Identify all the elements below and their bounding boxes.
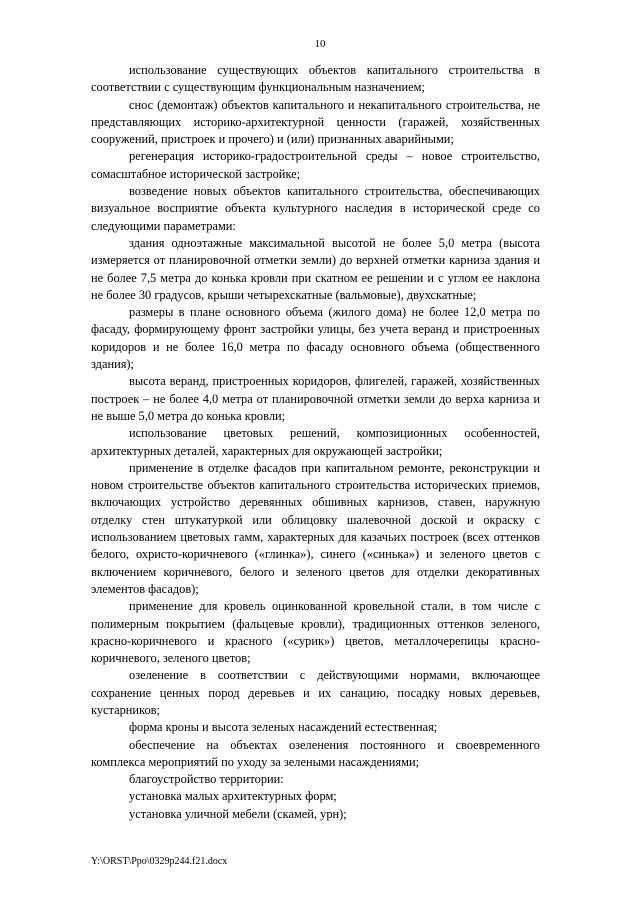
paragraph-small-forms: установка малых архитектурных форм; bbox=[129, 789, 337, 804]
paragraph-street-furniture: установка уличной мебели (скамей, урн); bbox=[129, 806, 347, 821]
paragraph-demolition: снос (демонтаж) объектов капитального и некапитального строительства, не представляющих историко-архитектурной ценности (гаражей, хозяйственных сооружений, пристроек и прочего) и (или) признанных аварийными; bbox=[91, 97, 540, 147]
paragraph-annex-height: высота веранд, пристроенных коридоров, флигелей, гаражей, хозяйственных построек – не более 4,0 метра от планировочной отметки земли до верха карниза и не выше 5,0 метра до конька кровли; bbox=[91, 374, 540, 423]
paragraph-crown-form: форма кроны и высота зеленых насаждений естественная; bbox=[129, 720, 438, 735]
paragraph-existing-use: использование существующих объектов капитального строительства в соответствии с существующим функциональным назначением; bbox=[91, 63, 540, 95]
paragraph-roofing: применение для кровель оцинкованной кровельной стали, в том числе с полимерным покрытием (фальцевые кровли), традиционных оттенков зеленого, красно-коричневого и красного («сурик») цветов, металлочерепицы красно-коричневого, зеленого цветов; bbox=[91, 599, 540, 666]
document-body bbox=[91, 62, 540, 823]
paragraph-plan-dimensions: размеры в плане основного объема (жилого дома) не более 12,0 метра по фасаду, формирующему фронт застройки улицы, без учета веранд и пристроенных коридоров и не более 16,0 метра по фасаду основного объема (общественного здания); bbox=[91, 305, 540, 372]
footer-file-path: Y:\ORST\Ppo\0329p244.f21.docx bbox=[91, 856, 228, 867]
paragraph-new-construction: возведение новых объектов капитального строительства, обеспечивающих визуальное восприятие объекта культурного наследия в исторической среде со следующими параметрами: bbox=[91, 184, 540, 233]
paragraph-facade-finishing: применение в отделке фасадов при капитальном ремонте, реконструкции и новом строительстве объектов капитального строительства исторических приемов, включающих устройство деревянных обшивных карнизов, ставен, наружную отделку стен штукатуркой или облицовку шалевочной доской и окраску с использованием цветовых гамм, характерных для казачьих построек (всех оттенков белого, охристо-коричневого («глинка»), синего («синька») и зеленого цветов с включением коричневого, белого и зеленого цветов для отделки декоративных элементов фасадов); bbox=[91, 460, 540, 596]
paragraph-improvement: благоустройство территории: bbox=[129, 772, 284, 787]
paragraph-regeneration: регенерация историко-градостроительной среды – новое строительство, сомасштабное исторической застройке; bbox=[91, 149, 540, 181]
paragraph-building-height: здания одноэтажные максимальной высотой не более 5,0 метра (высота измеряется от планировочной отметки земли) до верхней отметки карниза здания и не более 7,5 метра до конька кровли при скатном ее решении и с углом ее наклона не более 30 градусов, крыши четырехскатные (вальмовые), двухскатные; bbox=[91, 235, 540, 302]
paragraph-green-care: обеспечение на объектах озеленения постоянного и своевременного комплекса мероприятий по уходу за зелеными насаждениями; bbox=[91, 737, 540, 769]
paragraph-landscaping: озеленение в соответствии с действующими нормами, включающее сохранение ценных пород деревьев и их санацию, посадку новых деревьев, кустарников; bbox=[91, 668, 540, 717]
page-number: 10 bbox=[314, 38, 326, 50]
paragraph-color-solutions: использование цветовых решений, композиционных особенностей, архитектурных деталей, характерных для окружающей застройки; bbox=[91, 426, 540, 458]
